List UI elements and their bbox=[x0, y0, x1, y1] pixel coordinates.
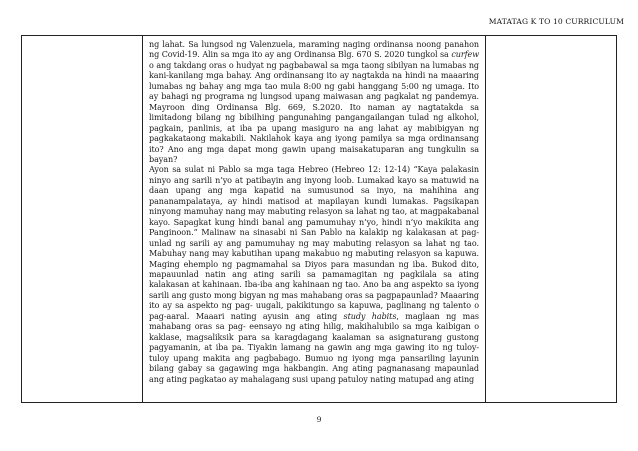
page-number: 9 bbox=[316, 415, 322, 424]
paragraph-hebrews bbox=[149, 165, 479, 385]
paragraph-ordinances bbox=[149, 40, 479, 165]
left-column bbox=[22, 36, 143, 402]
content-table bbox=[21, 35, 617, 403]
paragraph-hebrews-text-b: , maglaan ng mas mahabang oras sa pag- eensayo ng ating hilig, makihalubilo sa mga kaibigan o kaklase, magsaliksik para sa karagdagang kaalaman sa asignaturang gustong pagyamanin, at iba pa. Tiyakin lamang na gawin ang mga gawing ito ng tuloy-tuloy upang makita ang pagbabago. Bumuo ng iyong mga pansariling layunin bilang gabay sa gagawing mga hakbangin. Ang ating pagnanasang mapaunlad ang ating pagkatao ay mahalagang susi upang patuloy nating matupad ang ating bbox=[149, 311, 479, 384]
curriculum-header: MATATAG K TO 10 CURRICULUM bbox=[488, 17, 624, 26]
paragraph-hebrews-text-a: Ayon sa sulat ni Pablo sa mga taga Hebreo (Hebreo 12: 12-14) “Kaya palakasin ninyo ang sarili n’yo at patibayin ang inyong loob. Lumakad kayo sa matuwid na daan upang ang mga kapatid na sumusunod sa inyo, na mahihina ang pananampalataya, ay hindi matisod at mapilayan kundi lumakas. Pagsikapan ninyong mamuhay nang may mabuting relasyon sa lahat ng tao, at magpakabanal kayo. Sapagkat kung hindi banal ang pamumuhay n’yo, hindi n’yo makikita ang Panginoon.” Malinaw na sinasabi ni San Pablo na kalakip ng kalakasan at pag-unlad ng sarili ay ang pamumuhay ng may mabuting relasyon sa lahat ng tao. Mabuhay nang may kabutihan upang makabuo ng mabuting relasyon sa kapuwa. Maging ehemplo ng pagmamahal sa Diyos para masundan ng iba. Bukod dito, mapauunlad natin ang ating sarili sa pamamagitan ng pagkilala sa ating kalakasan at kahinaan. Iba-iba ang kahinaan ng tao. Ano ba ang aspekto sa iyong sarili ang gusto mong bigyan ng mas mahabang oras sa pagpapaunlad? Maaaring ito ay sa aspekto ng pag- uugali, pakikitungo sa kapuwa, paglinang ng talento o pag-aaral. Maaari nating ayusin ang ating bbox=[149, 165, 479, 321]
paragraph-ordinances-text-b: o ang takdang oras o hudyat ng pagbabawal sa mga taong sibilyan na lumabas ng kani-kanilang mga bahay. Ang ordinansang ito ay nagtakda na hindi na maaaring lumabas ng bahay ang mga tao mula 8:00 ng gabi hanggang 5:00 ng umaga. Ito ay bahagi ng programa ng lungsod upang maiwasan ang pagkalat ng pandemya. Mayroon ding Ordinansa Blg. 669, S.2020. Ito naman ay nagtatakda sa limitadong bilang ng bibilhing pangunahing pangangailangan tulad ng alkohol, pagkain, panlinis, at iba pa upang masiguro na ang lahat ay mabibigyan ng pagkakataong makabili. Nakilahok kaya ang iyong pamilya sa mga ordinansang ito? Ano ang mga dapat mong gawin upang maisakatuparan ang tungkulin sa bayan? bbox=[149, 60, 479, 164]
right-column bbox=[486, 36, 616, 402]
main-text-column bbox=[143, 36, 486, 402]
paragraph-ordinances-text-a: ng lahat. Sa lungsod ng Valenzuela, maraming naging ordinansa noong panahon ng Covid-19. Alin sa mga ito ay ang Ordinansa Blg. 670 S. 2020 tungkol sa bbox=[149, 40, 479, 60]
term-study-habits: study habits bbox=[343, 311, 397, 321]
term-curfew: curfew bbox=[451, 50, 479, 60]
